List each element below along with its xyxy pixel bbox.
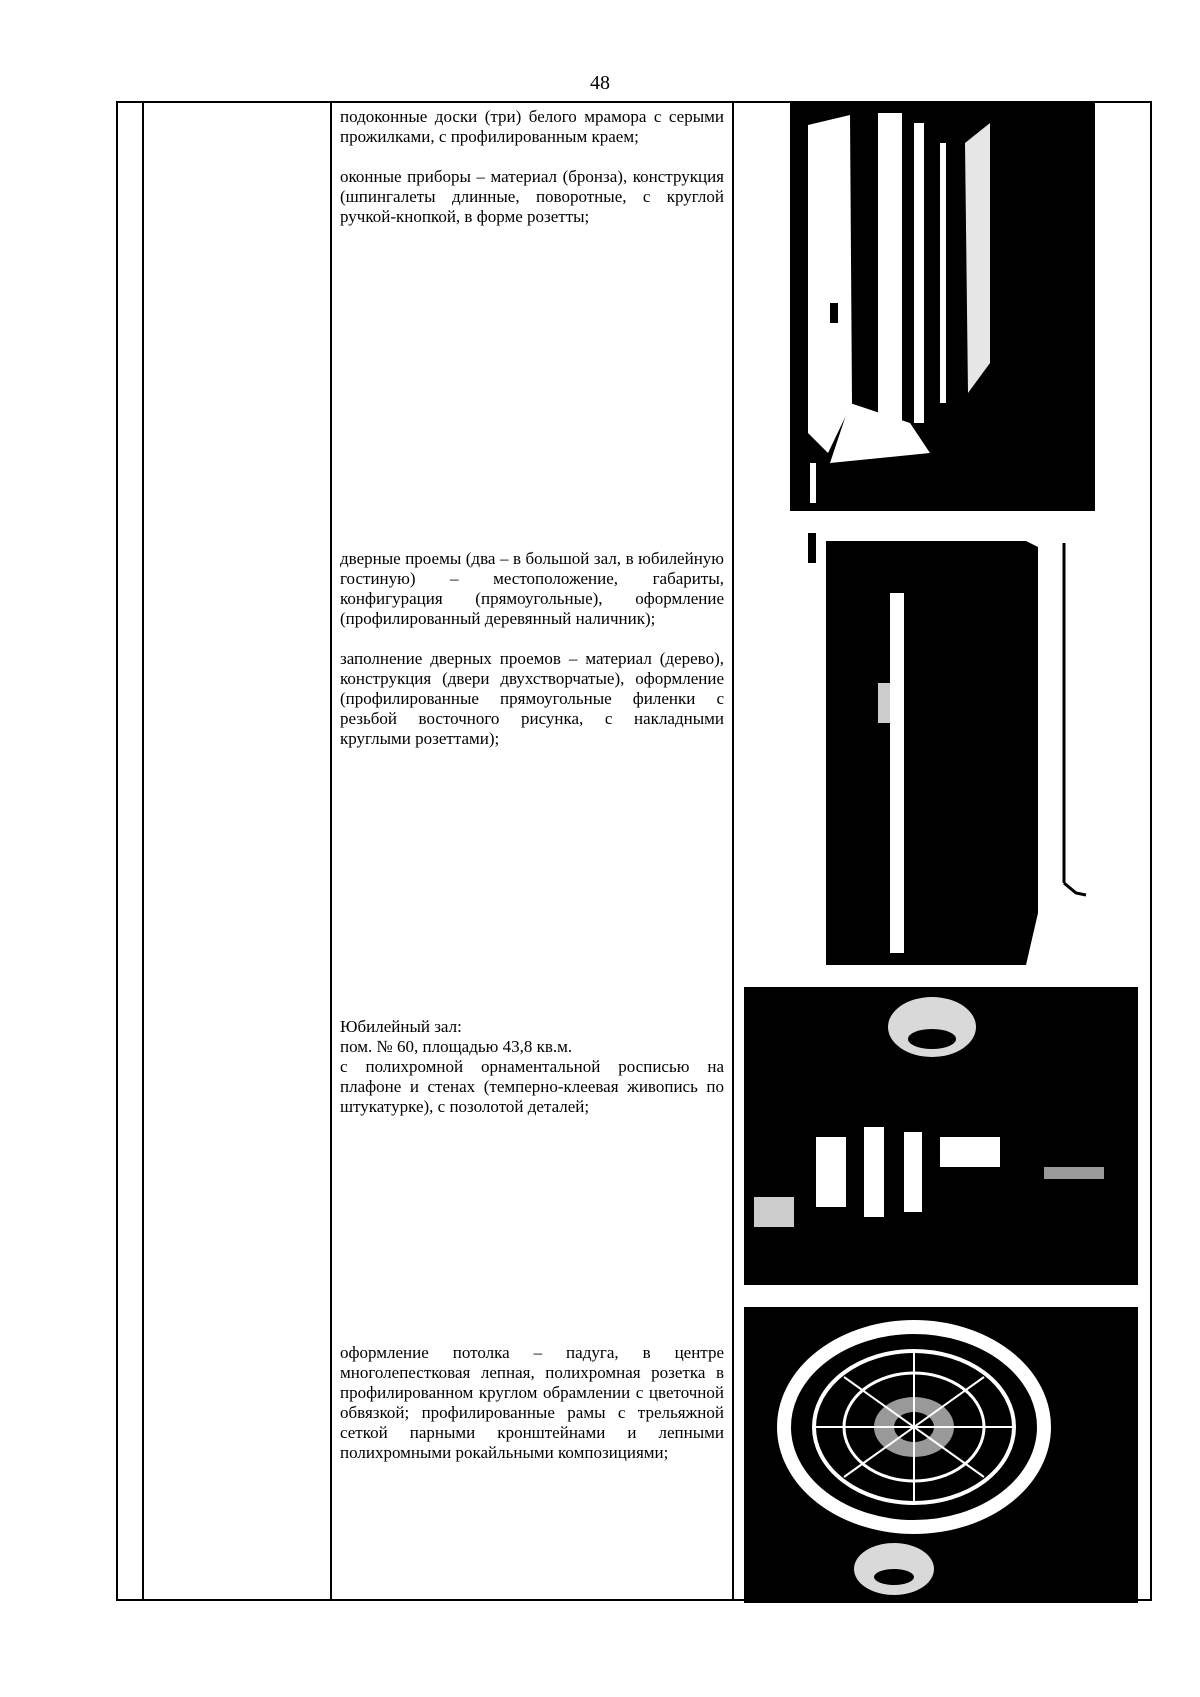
photo-window [790, 103, 1095, 511]
heritage-description-table [116, 101, 1152, 1601]
text-paragraph: с полихромной орнаментальной росписью на плафоне и стенах (темперно-клеевая живопись по штукатурке), с позолотой деталей; [340, 1057, 724, 1116]
room-title: Юбилейный зал: [340, 1017, 462, 1036]
photo-jubilee-hall [744, 987, 1138, 1285]
text-paragraph: оформление потолка – падуга, в центре многолепестковая лепная, полихромная розетка в профилированном круглом обрамлении с цветочной обвязкой; профилированные рамы с трельяжной сеткой парными кронштейнами и лепными полихромными рокайльными композициями; [340, 1343, 724, 1462]
column-divider [142, 103, 144, 1599]
description-ceiling [340, 1343, 724, 1463]
text-paragraph: подоконные доски (три) белого мрамора с серыми прожилками, с профилированным краем; [340, 107, 724, 146]
description-window-sills [340, 107, 724, 227]
column-divider [330, 103, 332, 1599]
photo-door [808, 533, 1098, 965]
text-paragraph: дверные проемы (два – в большой зал, в юбилейную гостиную) – местоположение, габариты, конфигурация (прямоугольные), оформление (профилированный деревянный наличник); [340, 549, 724, 628]
photo-ceiling-rosette [744, 1307, 1138, 1603]
column-divider [732, 103, 734, 1599]
description-jubilee-hall [340, 1017, 724, 1117]
page-number: 48 [590, 72, 610, 94]
column-divider [1150, 103, 1151, 1599]
text-paragraph: заполнение дверных проемов – материал (дерево), конструкция (двери двухстворчатые), оформление (профилированные прямоугольные филенки с резьбой восточного рисунка, с накладными круглыми розеттами); [340, 649, 724, 748]
text-paragraph: оконные приборы – материал (бронза), конструкция (шпингалеты длинные, поворотные, с круглой ручкой-кнопкой, в форме розетты; [340, 167, 724, 226]
description-door-openings [340, 549, 724, 749]
room-info: пом. № 60, площадью 43,8 кв.м. [340, 1037, 573, 1056]
